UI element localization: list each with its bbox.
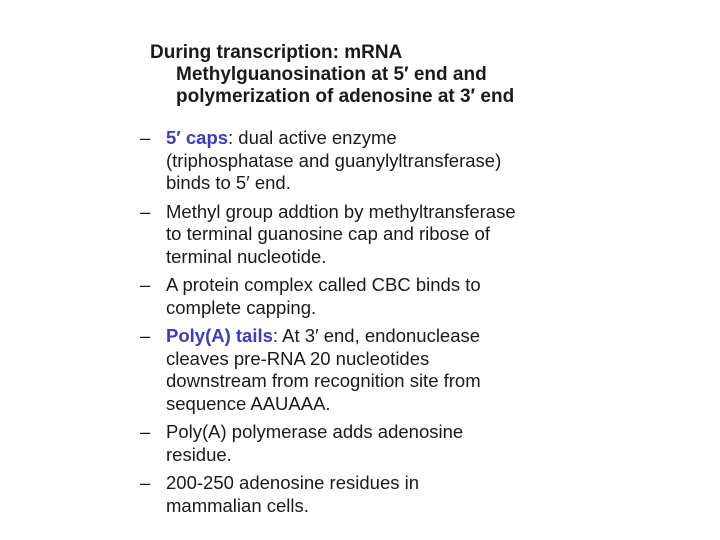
bullet-dash: – <box>140 421 151 442</box>
bullet-line: downstream from recognition site from <box>166 370 481 391</box>
bullet-list <box>140 127 700 523</box>
bullet-dash: – <box>140 200 151 222</box>
bullet-line: to terminal guanosine cap and ribose of <box>166 223 490 244</box>
heading-line-2: Methylguanosination at 5′ end and <box>176 64 487 85</box>
heading-line-3: polymerization of adenosine at 3′ end <box>176 86 515 107</box>
bullet-term: 5′ caps <box>166 127 229 148</box>
bullet-line: sequence AAUAAA. <box>166 392 331 414</box>
bullet-line: residue. <box>166 443 232 465</box>
bullet-line: Methyl group addtion by methyltransferase <box>166 200 516 222</box>
bullet-line <box>166 325 700 348</box>
bullet-text: : At 3′ end, endonuclease <box>272 325 481 346</box>
bullet-line: (triphosphatase and guanylyltransferase) <box>166 149 502 171</box>
bullet-dash: – <box>140 325 151 346</box>
bullet-line: terminal nucleotide. <box>166 245 327 267</box>
bullet-item-adenosine-residues <box>140 472 700 517</box>
bullet-item-polymerase <box>140 421 700 466</box>
bullet-item-poly-a-tails <box>140 325 700 415</box>
bullet-item-cbc <box>140 274 700 319</box>
bullet-item-5-caps <box>140 127 700 195</box>
bullet-line: Poly(A) polymerase adds adenosine <box>166 421 464 442</box>
bullet-line: 200-250 adenosine residues in <box>166 472 420 493</box>
bullet-line: complete capping. <box>166 296 317 318</box>
slide-heading <box>150 42 670 108</box>
bullet-dash: – <box>140 472 151 493</box>
bullet-item-methyl-group <box>140 201 700 269</box>
heading-line-1: During transcription: mRNA <box>150 42 403 63</box>
bullet-term: Poly(A) tails <box>166 325 273 346</box>
bullet-line <box>166 127 700 150</box>
bullet-line: mammalian cells. <box>166 494 309 516</box>
bullet-dash: – <box>140 127 151 148</box>
bullet-line: cleaves pre-RNA 20 nucleotides <box>166 347 430 369</box>
bullet-text: : dual active enzyme <box>228 127 397 148</box>
bullet-line: binds to 5′ end. <box>166 172 291 193</box>
bullet-line: A protein complex called CBC binds to <box>166 274 481 295</box>
bullet-dash: – <box>140 274 151 295</box>
